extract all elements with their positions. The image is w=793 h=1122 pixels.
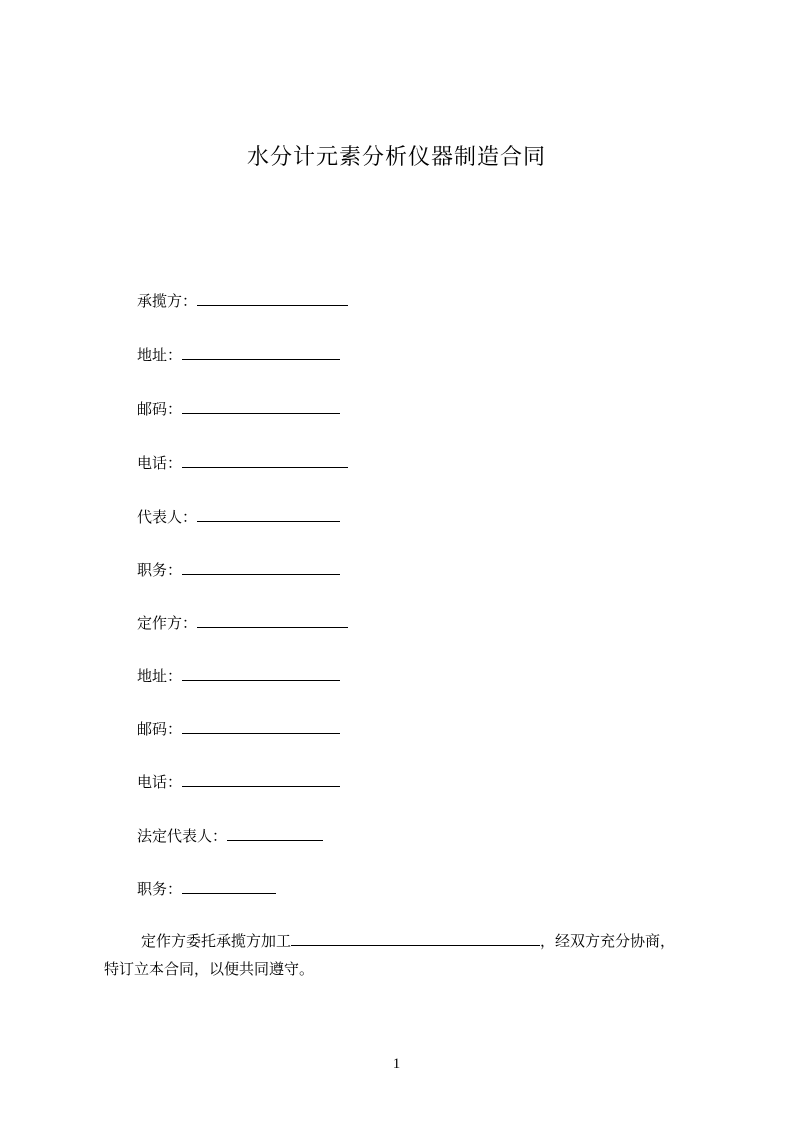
contractor-representative-label: 代表人：	[137, 508, 198, 526]
document-title: 水分计元素分析仪器制造合同	[246, 145, 546, 170]
contractor-phone-field	[137, 452, 348, 473]
client-phone-field	[137, 771, 340, 792]
client-address-label: 地址：	[137, 667, 183, 685]
contract-preamble	[104, 927, 704, 983]
contractor-representative-blank[interactable]	[197, 506, 340, 522]
preamble-line1-end: ，经双方充分协商，	[540, 932, 676, 950]
contractor-position-field	[137, 559, 340, 580]
client-postcode-field	[137, 718, 340, 739]
client-legal-rep-field	[137, 825, 323, 846]
client-position-field	[137, 878, 276, 899]
contractor-postcode-label: 邮码：	[137, 400, 183, 418]
contractor-address-label: 地址：	[137, 346, 183, 364]
preamble-line2: 特订立本合同，以便共同遵守。	[104, 960, 315, 978]
client-phone-label: 电话：	[137, 773, 183, 791]
client-position-label: 职务：	[137, 880, 183, 898]
client-postcode-blank[interactable]	[182, 718, 340, 734]
contractor-postcode-field	[137, 398, 340, 419]
client-address-field	[137, 665, 340, 686]
client-position-blank[interactable]	[182, 878, 276, 894]
preamble-line1-start: 定作方委托承揽方加工	[141, 932, 292, 950]
client-party-field	[137, 612, 348, 633]
contractor-party-blank[interactable]	[197, 290, 348, 306]
client-legal-rep-label: 法定代表人：	[137, 827, 228, 845]
client-address-blank[interactable]	[182, 665, 340, 681]
contractor-phone-label: 电话：	[137, 454, 183, 472]
contractor-party-field	[137, 290, 348, 311]
contractor-position-blank[interactable]	[182, 559, 340, 575]
client-party-blank[interactable]	[197, 612, 348, 628]
contractor-representative-field	[137, 506, 340, 527]
client-postcode-label: 邮码：	[137, 720, 183, 738]
page-number: 1	[392, 1056, 401, 1072]
contractor-position-label: 职务：	[137, 561, 183, 579]
contractor-party-label: 承揽方：	[137, 292, 198, 310]
processing-item-blank[interactable]	[291, 930, 540, 946]
client-phone-blank[interactable]	[182, 771, 340, 787]
client-legal-rep-blank[interactable]	[227, 825, 323, 841]
contractor-phone-blank[interactable]	[182, 452, 348, 468]
contractor-postcode-blank[interactable]	[182, 398, 340, 414]
contractor-address-field	[137, 344, 340, 365]
client-party-label: 定作方：	[137, 614, 198, 632]
contractor-address-blank[interactable]	[182, 344, 340, 360]
